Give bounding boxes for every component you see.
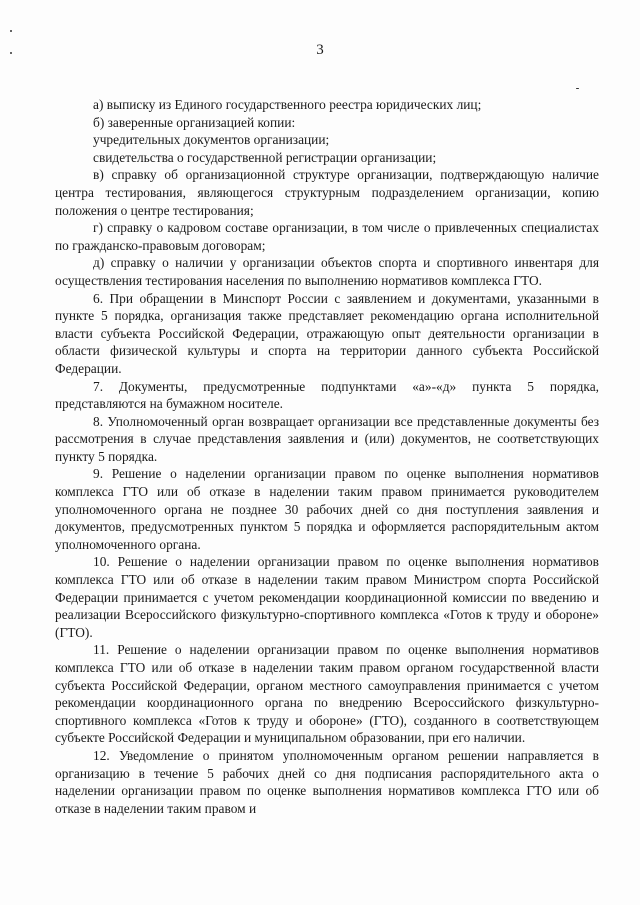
list-item-v: в) справку об организационной структуре организации, подтверждающую наличие центра тестирования, являющегося структурным подразделением организации, копию положения о центре тестирования; (55, 167, 599, 218)
list-item-g: г) справку о кадровом составе организации, в том числе о привлеченных специалистах по гражданско-правовым договорам; (55, 220, 599, 253)
clause-8: 8. Уполномоченный орган возвращает организации все представленные документы без рассмотрения в случае представления заявления и (или) документов, не соответствующих пункту 5 порядка. (55, 413, 599, 464)
scan-speck (10, 30, 12, 32)
clause-12: 12. Уведомление о принятом уполномоченным органом решении направляется в организацию в течение 5 рабочих дней со дня подписания распорядительного акта о наделении организации правом по оценке выполнения нормативов комплекса ГТО или об отказе в наделении таким правом и (55, 747, 599, 816)
clause-7: 7. Документы, предусмотренные подпунктами «а»-«д» пункта 5 порядка, представляются на бумажном носителе. (55, 378, 599, 412)
page-number: 3 (316, 42, 324, 58)
sub-item-charter-docs: учредительных документов организации; (93, 132, 330, 148)
document-body (55, 96, 599, 817)
sub-item-registration-cert: свидетельства о государственной регистрации организации; (93, 149, 437, 165)
list-item-a: а) выписку из Единого государственного реестра юридических лиц; (93, 97, 482, 112)
list-item-b: б) заверенные организацией копии: (93, 114, 296, 130)
clause-6: 6. При обращении в Минспорт России с заявлением и документами, указанными в пункте 5 порядка, организация также представляет рекомендацию органа исполнительной власти субъекта Российской Федерации, отражающую опыт деятельности организации в области физической культуры и спорта на территории данного субъекта Российской Федерации. (55, 290, 599, 376)
clause-11: 11. Решение о наделении организации правом по оценке выполнения нормативов комплекса ГТО или об отказе в наделении таким правом органом государственной власти субъекта Российской Федерации, органом местного самоуправления принимается с учетом рекомендации координационного органа по внедрению Всероссийского физкультурно-спортивного комплекса «Готов к труду и обороне» (ГТО), созданного в соответствующем субъекте Российской Федерации и муниципальном образовании, при его наличии. (55, 642, 599, 746)
scan-speck (576, 88, 579, 89)
clause-10: 10. Решение о наделении организации правом по оценке выполнения нормативов комплекса ГТО или об отказе в наделении таким правом Министром спорта Российской Федерации принимается с учетом рекомендации координационной комиссии по введению и реализации Всероссийского физкультурно-спортивного комплекса «Готов к труду и обороне» (ГТО). (55, 554, 599, 640)
list-item-d: д) справку о наличии у организации объектов спорта и спортивного инвентаря для осуществления тестирования населения по выполнению нормативов комплекса ГТО. (55, 255, 599, 288)
clause-9: 9. Решение о наделении организации правом по оценке выполнения нормативов комплекса ГТО или об отказе в наделении таким правом принимается руководителем уполномоченного органа не позднее 30 рабочих дней со дня поступления заявления и документов, предусмотренных пунктом 5 порядка и оформляется распорядительным актом уполномоченного органа. (55, 466, 599, 552)
